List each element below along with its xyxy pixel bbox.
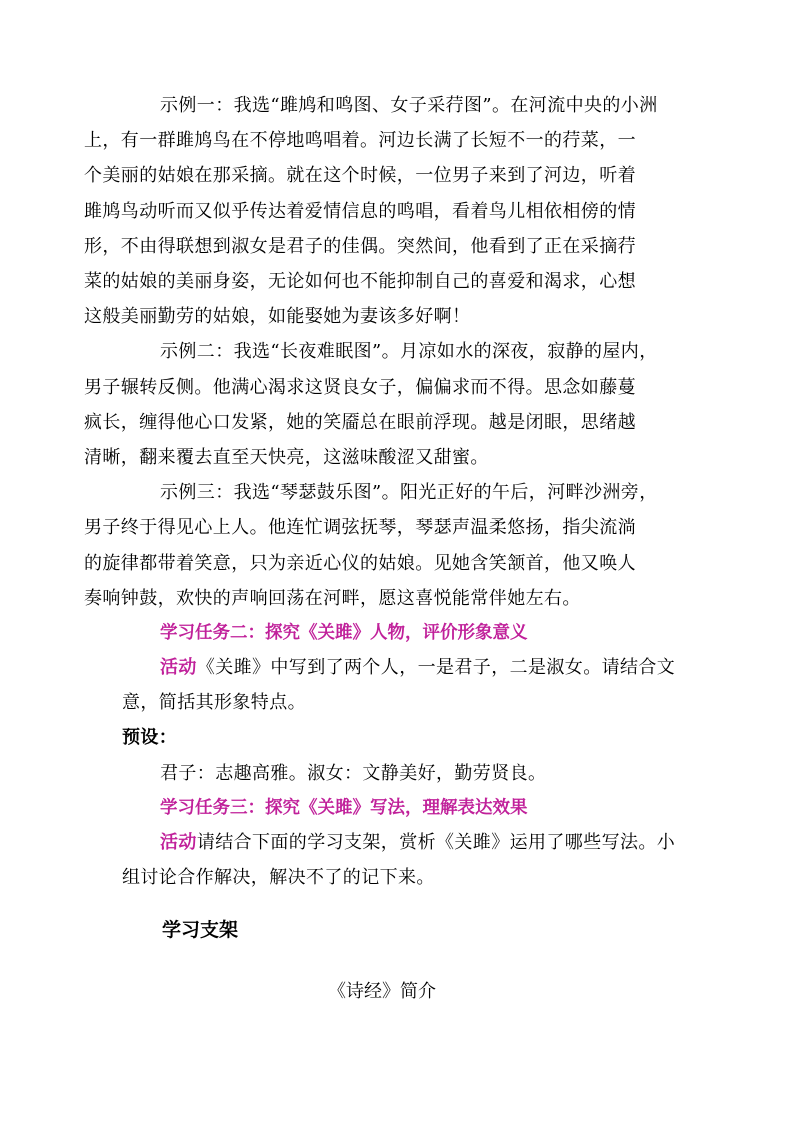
task-3-activity [122, 825, 682, 895]
text-line: 形，不由得联想到淑女是君子的佳偶。突然间，他看到了正在采摘荇 [84, 235, 636, 257]
example-2-paragraph [84, 334, 682, 475]
text-line: 雎鸠鸟动听而又似乎传达着爱情信息的鸣唱，看着鸟儿相依相傍的情 [84, 200, 636, 222]
example-1-paragraph [84, 88, 682, 334]
support-title: 学习支架 [162, 919, 239, 942]
activity-line: 意，简括其形象特点。 [122, 692, 306, 714]
document-page [84, 88, 682, 1009]
activity-line: 组讨论合作解决，解决不了的记下来。 [122, 867, 435, 889]
text-line: 这般美丽勤劳的姑娘，如能娶她为妻该多好啊！ [84, 306, 471, 328]
text-line: 示例三：我选“琴瑟鼓乐图”。阳光正好的午后，河畔沙洲旁， [160, 482, 658, 504]
activity-line [160, 650, 682, 685]
preset-answer: 君子：志趣高雅。淑女：文静美好，勤劳贤良。 [160, 762, 547, 784]
shijing-intro-title: 《诗经》简介 [328, 981, 436, 1003]
text-line: 清晰，翻来覆去直至天快亮，这滋味酸涩又甜蜜。 [84, 447, 489, 469]
example-3-paragraph [84, 475, 682, 616]
task-2-activity [122, 650, 682, 720]
text-line: 男子辗转反侧。他满心渴求这贤良女子，偏偏求而不得。思念如藤蔓 [84, 376, 636, 398]
activity-label: 活动 [160, 831, 197, 853]
text-line: 示例二：我选“长夜难眠图”。月凉如水的深夜，寂静的屋内， [160, 341, 658, 363]
text-line: 疯长，缠得他心口发紧，她的笑靥总在眼前浮现。越是闭眼，思绪越 [84, 411, 636, 433]
preset-label: 预设： [122, 727, 178, 749]
task-2-heading: 学习任务二：探究《关雎》人物，评价形象意义 [160, 623, 528, 644]
text-line: 上，有一群雎鸠鸟在不停地鸣唱着。河边长满了长短不一的荇菜，一 [84, 130, 636, 152]
activity-text: 《关雎》中写到了两个人，一是君子，二是淑女。请结合文 [196, 657, 676, 679]
text-line: 男子终于得见心上人。他连忙调弦抚琴，琴瑟声温柔悠扬，指尖流淌 [84, 517, 636, 539]
text-line: 示例一：我选“雎鸠和鸣图、女子采荇图”。在河流中央的小洲 [160, 95, 658, 116]
activity-text: 请结合下面的学习支架，赏析《关雎》运用了哪些写法。小 [196, 831, 676, 853]
text-line: 个美丽的姑娘在那采摘。就在这个时候，一位男子来到了河边，听着 [84, 165, 636, 187]
text-line: 的旋律都带着笑意，只为亲近心仪的姑娘。见她含笑颔首，他又唤人 [84, 552, 636, 574]
task-3-heading: 学习任务三：探究《关雎》写法，理解表达效果 [160, 797, 528, 818]
activity-label: 活动 [160, 657, 197, 679]
text-line: 奏响钟鼓，欢快的声响回荡在河畔，愿这喜悦能常伴她左右。 [84, 587, 581, 609]
activity-line [160, 825, 682, 860]
text-line: 菜的姑娘的美丽身姿，无论如何也不能抑制自己的喜爱和渴求，心想 [84, 271, 636, 293]
